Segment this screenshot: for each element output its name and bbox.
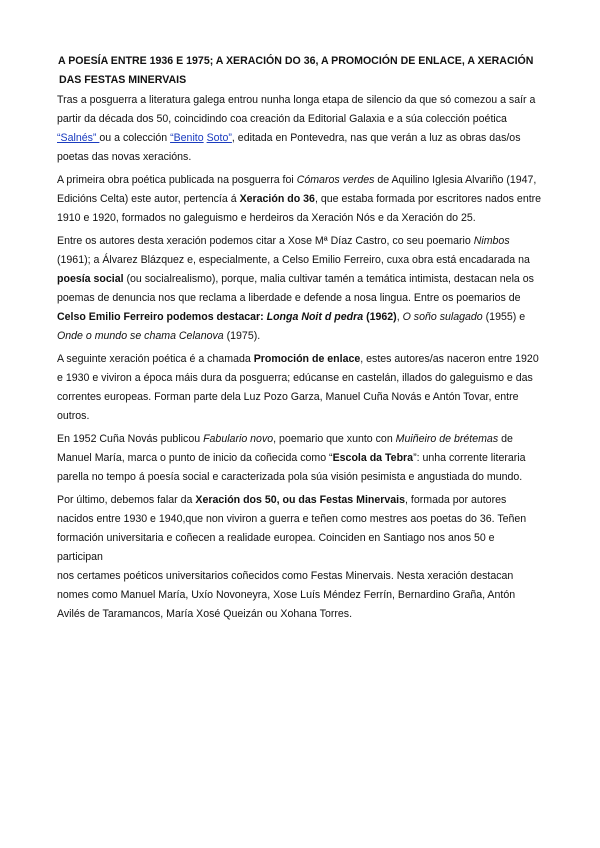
- text: Entre os autores desta xeración podemos citar a Xose Mª Díaz Castro, co seu poemario: [57, 235, 474, 247]
- paragraph-2: [57, 171, 543, 228]
- text: A seguinte xeración poética é a chamada: [57, 353, 254, 365]
- bold-term: Xeración dos 50, ou das Festas Minervais: [195, 494, 405, 506]
- bold-term: Promoción de enlace: [253, 353, 361, 365]
- italic-title: Onde o mundo se chama Celanova: [57, 330, 224, 342]
- paragraph-1: [57, 91, 543, 167]
- italic-title: Cómaros verdes: [296, 174, 375, 186]
- bold-term: (1962): [363, 311, 397, 323]
- text: , estes autores/as naceron entre 1920 e 1930 e viviron a época máis dura da posguerra; edúcanse en castelán, illados do galeguismo e das correntes europeas. Forman parte dela Luz Pozo Garza, Manuel Cuña Novás e Antón Tovar, entre outros.: [57, 353, 539, 422]
- link-salnes[interactable]: “Salnés”: [57, 132, 100, 144]
- bold-term: Celso Emilio Ferreiro podemos destacar:: [57, 311, 267, 323]
- bold-term: poesía social: [57, 273, 124, 285]
- italic-title: Fabulario novo: [203, 433, 274, 445]
- text: (1975).: [223, 330, 261, 342]
- link-soto[interactable]: Soto”: [206, 132, 232, 144]
- bold-term: Escola da Tebra: [332, 452, 414, 464]
- text: ou a colección: [99, 132, 171, 144]
- text: ”: unha corrente literaria parella no tempo á poesía social e caracterizada pola súa visión pesimista e angustiada do mundo.: [57, 452, 526, 483]
- bold-italic-title: Longa Noit d pedra: [266, 311, 364, 323]
- paragraph-4: [57, 350, 543, 426]
- text: (ou socialrealismo), porque, malia cultivar tamén a temática intimista, destacan nela os poemas de denuncia nos que reclama a liberdade e defende a nosa lingua. Entre os poemarios de: [57, 273, 534, 304]
- paragraph-6: [57, 491, 543, 567]
- paragraph-7: [57, 567, 543, 624]
- italic-title: Muiñeiro de brétemas: [395, 433, 499, 445]
- bold-term: Xeración do 36: [239, 193, 315, 205]
- paragraph-3: [57, 232, 543, 346]
- text: (1961); a Álvarez Blázquez e, especialmente, a Celso Emilio Ferreiro, cuxa obra está encadarada na: [57, 254, 530, 266]
- title-line-2: DAS FESTAS MINERVAIS: [59, 74, 187, 86]
- text: ,: [396, 311, 403, 323]
- text: , editada en Pontevedra, nas que verán a luz as obras das/os poetas das novas xeracións.: [57, 132, 521, 163]
- text: nos certames poéticos universitarios coñecidos como Festas Minervais. Nesta xeración destacan nomes como Manuel María, Uxío Novoneyra, Xose Luís Méndez Ferrín, Bernardino Graña, Antón Avilés de Taramancos, María Xosé Queizán ou Xohana Torres.: [57, 570, 516, 620]
- italic-title: O soño sulagado: [402, 311, 483, 323]
- text: A primeira obra poética publicada na posguerra foi: [57, 174, 297, 186]
- text: de Manuel María, marca o punto de inicio da coñecida como “: [57, 433, 513, 464]
- text: , poemario que xunto con: [273, 433, 396, 445]
- text: Tras a posguerra a literatura galega entrou nunha longa etapa de silencio da que só comezou a saír a partir da década dos 50, coincidindo coa creación da Editorial Galaxia e a súa colección poética: [57, 94, 536, 125]
- italic-title: Nimbos: [473, 235, 510, 247]
- text: , que estaba formada por escritores nados entre 1910 e 1920, formados no galeguismo e herdeiros da Xeración Nós e da Xeración do 25.: [57, 193, 542, 224]
- text: Por último, debemos falar da: [57, 494, 196, 506]
- paragraph-5: [57, 430, 543, 487]
- document-title: [57, 52, 543, 90]
- text: (1955) e: [482, 311, 526, 323]
- text: de Aquilino Iglesia Alvariño (1947, Edicións Celta) este autor, pertencía á: [57, 174, 537, 205]
- document-body: [57, 52, 543, 628]
- title-line-1: A POESÍA ENTRE 1936 E 1975; A XERACIÓN DO 36, A PROMOCIÓN DE ENLACE, A XERACIÓN: [58, 55, 534, 67]
- link-benito[interactable]: “Benito: [170, 132, 204, 144]
- text: , formada por autores nacidos entre 1930 e 1940,que non viviron a guerra e teñen como mestres aos poetas do 36. Teñen formación universitaria e coñecen a realidade europea. Coinciden en Santiago nos anos 50 e participan: [57, 494, 527, 563]
- text: En 1952 Cuña Novás publicou: [57, 433, 204, 445]
